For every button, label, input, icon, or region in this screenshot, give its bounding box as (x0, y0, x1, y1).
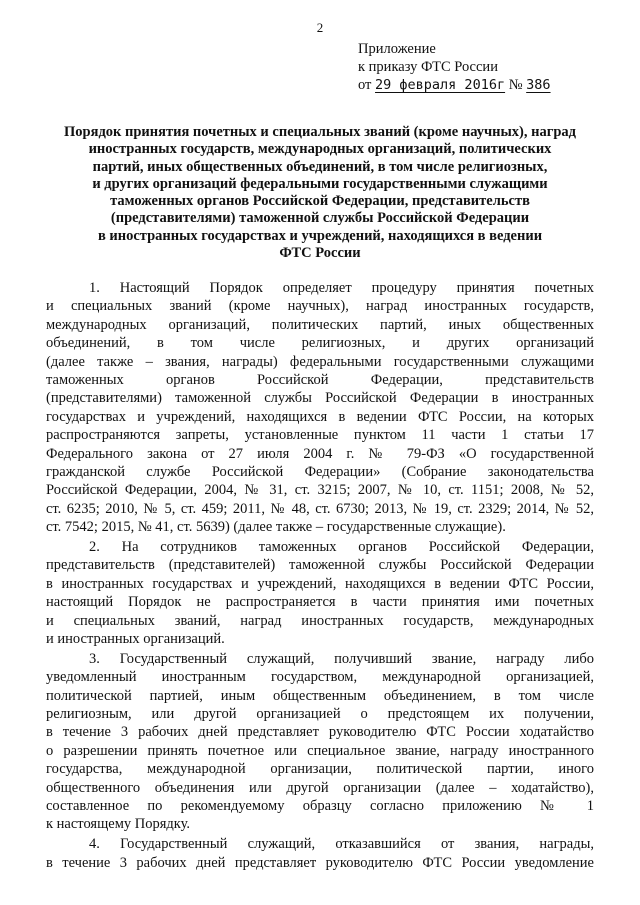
paragraph-line: к настоящему Порядку. (46, 816, 191, 833)
paragraph-2 (46, 538, 594, 648)
paragraph-line: (далее также – звания, награды) федеральными государственными служащими (46, 353, 594, 370)
paragraph-line: ст. 7542; 2015, № 41, ст. 5639) (далее также – государственные служащие). (46, 519, 506, 536)
paragraph-line: и специальных званий, наград иностранных государств, международных (46, 612, 594, 629)
order-number-sign: № (505, 77, 527, 93)
document-title (46, 124, 594, 262)
paragraph-line: таможенных органов Российской Федерации, представительств (46, 371, 594, 388)
title-line: в иностранных государствах и учреждений, находящихся в ведении (97, 227, 543, 244)
document-body (46, 279, 594, 874)
paragraph-line: распространяются запреты, установленные пунктом 11 части 1 статьи 17 (46, 427, 594, 444)
appendix-line-1: Приложение (358, 41, 436, 57)
paragraph-line: Федерального закона от 27 июля 2004 г. № 79-ФЗ «О государственной (46, 445, 594, 462)
title-line: и других организаций федеральными государственными служащими (92, 175, 548, 192)
paragraph-line: настоящий Порядок не распространяется в части принятия ими почетных (46, 594, 594, 611)
title-line: таможенных органов Российской Федерации, представительств (110, 193, 530, 210)
paragraph-line: общественного объединения или другой организации (далее – ходатайство), (46, 779, 594, 796)
paragraph-line: 1. Настоящий Порядок определяет процедуру принятия почетных (89, 280, 594, 296)
paragraph-line: государствах и учреждений, находящихся в ведении ФТС России, на которых (46, 408, 594, 425)
appendix-line-2: к приказу ФТС России (358, 59, 498, 75)
paragraph-line: 3. Государственный служащий, получивший звание, награду либо (89, 650, 594, 667)
paragraph-1 (46, 279, 594, 536)
title-line: Порядок принятия почетных и специальных званий (кроме научных), наград (64, 124, 576, 140)
paragraph-line: международных организаций, политических партий, иных общественных (46, 316, 594, 333)
paragraph-line: 4. Государственный служащий, отказавшийся от звания, награды, (89, 836, 594, 853)
paragraph-4 (46, 835, 594, 872)
appendix-line-3 (358, 76, 551, 94)
title-line: (представителями) таможенной службы Российской Федерации (110, 210, 530, 227)
paragraph-line: составленное по рекомендуемому образцу согласно приложению № 1 (46, 797, 594, 814)
paragraph-line: ст. 6235; 2010, № 5, ст. 459; 2011, № 48, ст. 6730; 2013, № 19, ст. 2329; 2014, № 52, (46, 500, 594, 517)
paragraph-line: гражданской службе Российской Федерации» (Собрание законодательства (46, 463, 594, 480)
paragraph-line: представительств (представителей) таможенной службы Российской Федерации (46, 557, 594, 574)
order-number: 386 (526, 77, 551, 93)
paragraph-line: (представителями) таможенной службы Российской Федерации в иностранных (46, 390, 594, 407)
paragraph-line: Российской Федерации, 2004, № 31, ст. 3215; 2007, № 10, ст. 1151; 2008, № 52, (46, 482, 594, 499)
paragraph-line: в течение 3 рабочих дней представляет руководителю ФТС России уведомление (46, 854, 594, 871)
paragraph-line: 2. На сотрудников таможенных органов Российской Федерации, (89, 538, 594, 555)
paragraph-line: и специальных званий (кроме научных), наград иностранных государств, (46, 298, 594, 315)
paragraph-line: религиозным, или другой организацией о предстоящем их получении, (46, 705, 594, 722)
paragraph-line: в течение 3 рабочих дней представляет руководителю ФТС России ходатайство (46, 724, 594, 741)
title-line: иностранных государств, международных организаций, политических (88, 141, 552, 158)
title-line: ФТС России (279, 245, 361, 262)
order-date: 29 февраля 2016г (375, 77, 506, 93)
paragraph-line: государства, международной организации, политической партии, иного (46, 761, 594, 778)
paragraph-line: уведомленный иностранным государством, международной организацией, (46, 669, 594, 686)
title-line: партий, иных общественных объединений, в том числе религиозных, (92, 158, 548, 175)
paragraph-line: в иностранных государствах и учреждений, находящихся в ведении ФТС России, (46, 575, 594, 592)
paragraph-line: о разрешении принять почетное или специальное звание, награду иностранного (46, 742, 594, 759)
paragraph-line: политической партией, иным общественным объединением, в том числе (46, 687, 594, 704)
paragraph-3 (46, 650, 594, 834)
paragraph-line: объединений, в том числе религиозных, и других организаций (46, 335, 594, 352)
appendix-from: от (358, 77, 376, 93)
page-number: 2 (316, 20, 324, 35)
paragraph-line: и иностранных организаций. (46, 630, 225, 647)
appendix-header (358, 40, 551, 94)
